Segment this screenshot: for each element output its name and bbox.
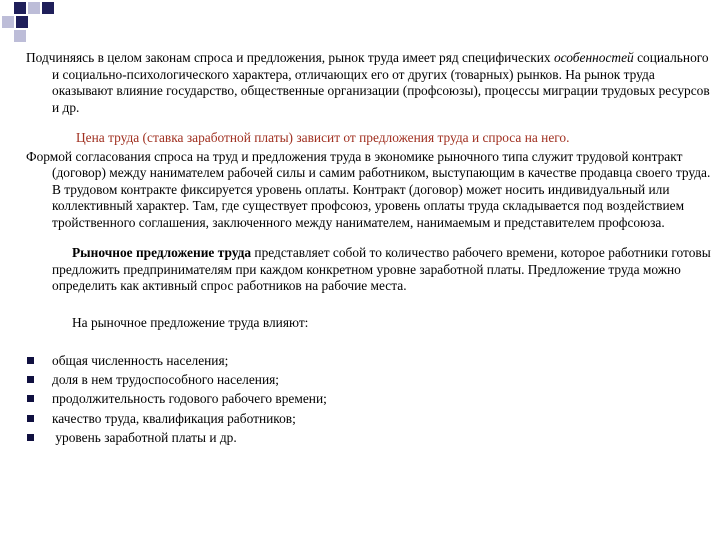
paragraph-labor-price: Цена труда (ставка заработной платы) зависит от предложения труда и спроса на него. xyxy=(76,130,570,145)
list-item xyxy=(0,389,720,408)
square-bullet-icon xyxy=(27,415,34,422)
slide-content xyxy=(0,50,720,447)
deco-square-light-2 xyxy=(2,16,14,28)
list-item xyxy=(0,428,720,447)
paragraph-labor-market-specifics xyxy=(0,50,720,116)
list-item xyxy=(0,409,720,428)
paragraph-labor-contract: Формой согласования спроса на труд и предложения труда в экономике рыночного типа служит трудовой контракт (договор) между нанимателем рабочей силы и самим работником, выступающим в качестве продавца своего труда. В трудовом контракте фиксируется уровень оплаты. Контракт (договор) может носить индивидуальный или коллективный характер. Там, где существует профсоюз, уровень оплаты труда складывается под воздействием тройственного соглашения, заключенного между нанимателем, нанимаемым и представителем профсоюза. xyxy=(26,148,711,230)
paragraph-1-text-start: Подчиняясь в целом законам спроса и предложения, рынок труда имеет ряд специфических xyxy=(26,50,551,65)
labor-supply-term: Рыночное предложение труда xyxy=(72,245,252,260)
paragraph-supply-factors-intro: На рыночное предложение труда влияют: xyxy=(72,314,309,330)
paragraph-1-text-end: социального и социально-психологического характера, отличающих его от других (товарных) рынков. На рынок труда оказывают влияние государство, общественные организации (профсоюзы), процессы миграции трудовых ресурсов и др. xyxy=(52,50,710,115)
square-bullet-icon xyxy=(27,395,34,402)
deco-square-light-3 xyxy=(14,30,26,42)
supply-factors-list xyxy=(0,351,720,447)
deco-square-dark-3 xyxy=(16,16,28,28)
deco-square-light-1 xyxy=(28,2,40,14)
labor-supply-definition-text: представляет собой то количество рабочего времени, которое работники готовы предложить предпринимателям при каждом конкретном уровне заработной платы. Предложение труда можно определить как активный спрос работников на рабочие места. xyxy=(52,245,711,293)
square-bullet-icon xyxy=(27,434,34,441)
list-item xyxy=(0,370,720,389)
list-item-text: качество труда, квалификация работников; xyxy=(52,410,296,426)
list-item-text: доля в нем трудоспособного населения; xyxy=(52,372,279,388)
paragraph-labor-supply-definition xyxy=(0,245,720,295)
corner-decoration xyxy=(0,0,60,48)
list-item-text: уровень заработной платы и др. xyxy=(52,429,237,445)
list-item xyxy=(0,351,720,370)
paragraph-1-italic-word: особенностей xyxy=(553,50,634,65)
deco-square-dark-1 xyxy=(14,2,26,14)
list-item-text: продолжительность годового рабочего времени; xyxy=(52,391,327,407)
square-bullet-icon xyxy=(27,357,34,364)
deco-square-dark-2 xyxy=(42,2,54,14)
list-item-text: общая численность населения; xyxy=(52,353,229,368)
square-bullet-icon xyxy=(27,376,34,383)
